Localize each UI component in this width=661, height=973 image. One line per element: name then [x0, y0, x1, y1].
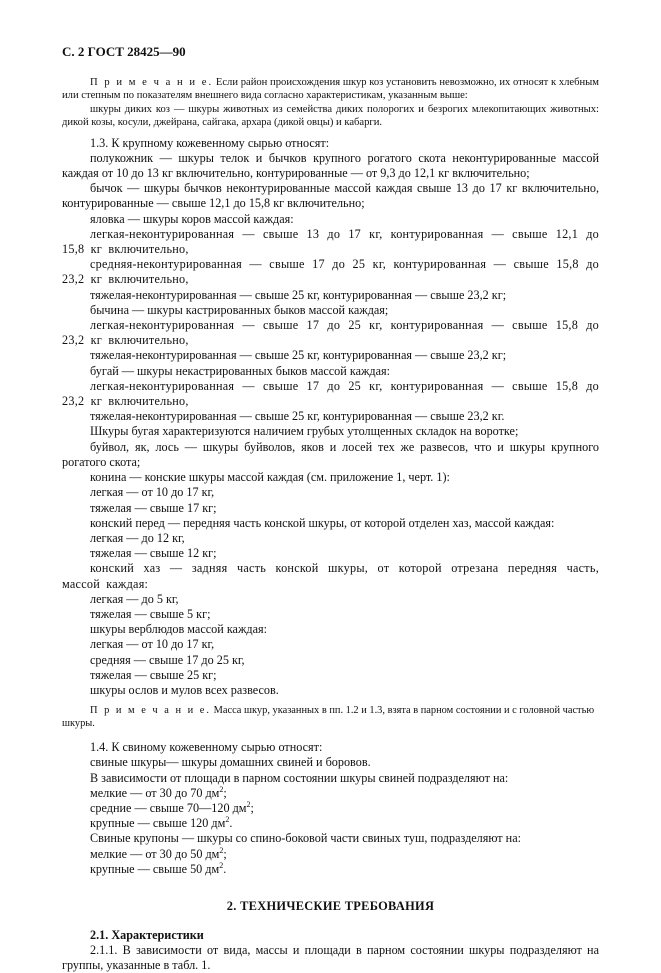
text-span: крупные — свыше 50 дм [90, 861, 220, 876]
text-line: тяжелая-неконтурированная — свыше 25 кг, контурированная — свыше 23,2 кг; [90, 348, 507, 363]
text-line: тяжелая-неконтурированная — свыше 25 кг, контурированная — свыше 23,2 кг; [90, 287, 507, 302]
text-line: средняя-неконтурированная — свыше 17 до 25 кг, контурированная — свыше 15,8 до 23,2 кг включительно, [62, 257, 599, 287]
subsection-heading: 2.1. Характеристики [90, 927, 204, 942]
text-line: В зависимости от площади в парном состоянии шкуры свиней подразделяют на: [90, 770, 509, 785]
text-line: буйвол, як, лось — шкуры буйволов, яков и лосей тех же развесов, что и шкуры крупного рогатого скота; [62, 439, 599, 469]
text-line: Шкуры бугая характеризуются наличием грубых утолщенных складок на воротке; [90, 424, 519, 439]
note-1 [62, 76, 599, 130]
text-line: легкая-неконтурированная — свыше 17 до 25 кг, контурированная — свыше 15,8 до 23,2 кг включительно, [62, 318, 599, 348]
text-line [62, 801, 599, 816]
document-body [62, 76, 599, 973]
superscript: 2 [225, 815, 230, 825]
section-1-3 [62, 136, 599, 699]
text-span: мелкие — от 30 до 70 дм [90, 785, 220, 800]
text-line: 2.1.1. В зависимости от вида, массы и площади в парном состоянии шкуры подразделяют на группы, указанные в табл. 1. [62, 942, 599, 973]
page-header: С. 2 ГОСТ 28425—90 [62, 44, 186, 59]
note-2 [62, 704, 599, 730]
text-line [62, 816, 599, 831]
text-line: полукожник — шкуры телок и бычков крупного рогатого скота неконтурированные массой каждая от 10 до 13 кг включительно, контурированные — от 9,3 до 12,1 кг включительно; [62, 150, 599, 181]
text-line: бычина — шкуры кастрированных быков массой каждая; [90, 302, 389, 317]
punct: . [223, 861, 227, 876]
text-line: 1.4. К свиному кожевенному сырью относят: [90, 740, 323, 755]
section-1-4 [62, 740, 599, 877]
punct: ; [223, 785, 227, 800]
text-line: бычок — шкуры бычков неконтурированные массой каждая свыше 13 до 17 кг включительно, контурированные — свыше 12,1 до 15,8 кг включительно; [62, 181, 599, 211]
text-line: легкая-неконтурированная — свыше 17 до 25 кг, контурированная — свыше 15,8 до 23,2 кг включительно, [62, 378, 599, 409]
text-line: тяжелая — свыше 25 кг; [90, 667, 217, 682]
text-line: бугай — шкуры некастрированных быков массой каждая: [90, 363, 391, 378]
text-line: конский перед — передняя часть конской шкуры, от которой отделен хаз, массой каждая: [90, 515, 555, 530]
text-line: шкуры верблюдов массой каждая: [90, 622, 267, 637]
text-line: легкая — от 10 до 17 кг, [90, 637, 215, 652]
text-line [62, 862, 599, 877]
text-line [62, 786, 599, 801]
superscript: 2 [219, 784, 224, 794]
text-line: тяжелая — свыше 5 кг; [90, 606, 211, 621]
section-heading: 2. ТЕХНИЧЕСКИЕ ТРЕБОВАНИЯ [226, 898, 435, 913]
punct: ; [223, 846, 227, 861]
punct: ; [250, 800, 254, 815]
text-line: легкая-неконтурированная — свыше 13 до 17 кг, контурированная — свыше 12,1 до 15,8 кг включительно, [62, 226, 599, 257]
text-line: Свиные крупоны — шкуры со спино-боковой части свиных туш, подразделяют на: [90, 831, 521, 846]
text-line: свиные шкуры— шкуры домашних свиней и боровов. [90, 755, 371, 770]
text-line: легкая — до 12 кг, [90, 530, 185, 545]
text-line: средняя — свыше 17 до 25 кг, [90, 652, 245, 667]
note-label: П р и м е ч а н и е. [90, 705, 211, 717]
text-line: конский хаз — задняя часть конской шкуры, от которой отрезана передняя часть, массой каждая: [62, 561, 599, 591]
text-line: тяжелая — свыше 17 кг; [90, 500, 217, 515]
superscript: 2 [219, 860, 224, 870]
note-label: П р и м е ч а н и е. [90, 77, 214, 88]
text-line [62, 847, 599, 862]
text-line: шкуры ослов и мулов всех развесов. [90, 682, 279, 697]
text-line: тяжелая-неконтурированная — свыше 25 кг, контурированная — свыше 23,2 кг. [90, 409, 505, 424]
note-text-2: шкуры диких коз — шкуры животных из семейства диких полорогих и безрогих млекопитающих животных: дикой козы, косули, джейрана, сайгака, архара (дикой овцы) и кабарги. [62, 103, 599, 129]
text-span: средние — свыше 70—120 дм [90, 800, 247, 815]
note-text: Если район происхождения шкур коз установить невозможно, их относят к хлебным или степным по показателям внешнего вида согласно характеристикам, указанным выше: [62, 77, 599, 102]
text-span: крупные — свыше 120 дм [90, 816, 226, 831]
text-line: яловка — шкуры коров массой каждая: [90, 211, 294, 226]
text-line: легкая — от 10 до 17 кг, [90, 485, 215, 500]
text-line: конина — конские шкуры массой каждая (см. приложение 1, черт. 1): [90, 470, 450, 485]
note-text: Масса шкур, указанных в пп. 1.2 и 1.3, взята в парном состоянии и с головной частью шкуры. [62, 705, 595, 730]
punct: . [229, 816, 233, 831]
text-line: тяжелая — свыше 12 кг; [90, 546, 217, 561]
text-line: легкая — до 5 кг, [90, 591, 179, 606]
superscript: 2 [246, 799, 251, 809]
text-span: мелкие — от 30 до 50 дм [90, 846, 220, 861]
text-line: 1.3. К крупному кожевенному сырью относят: [90, 135, 330, 150]
superscript: 2 [219, 845, 224, 855]
